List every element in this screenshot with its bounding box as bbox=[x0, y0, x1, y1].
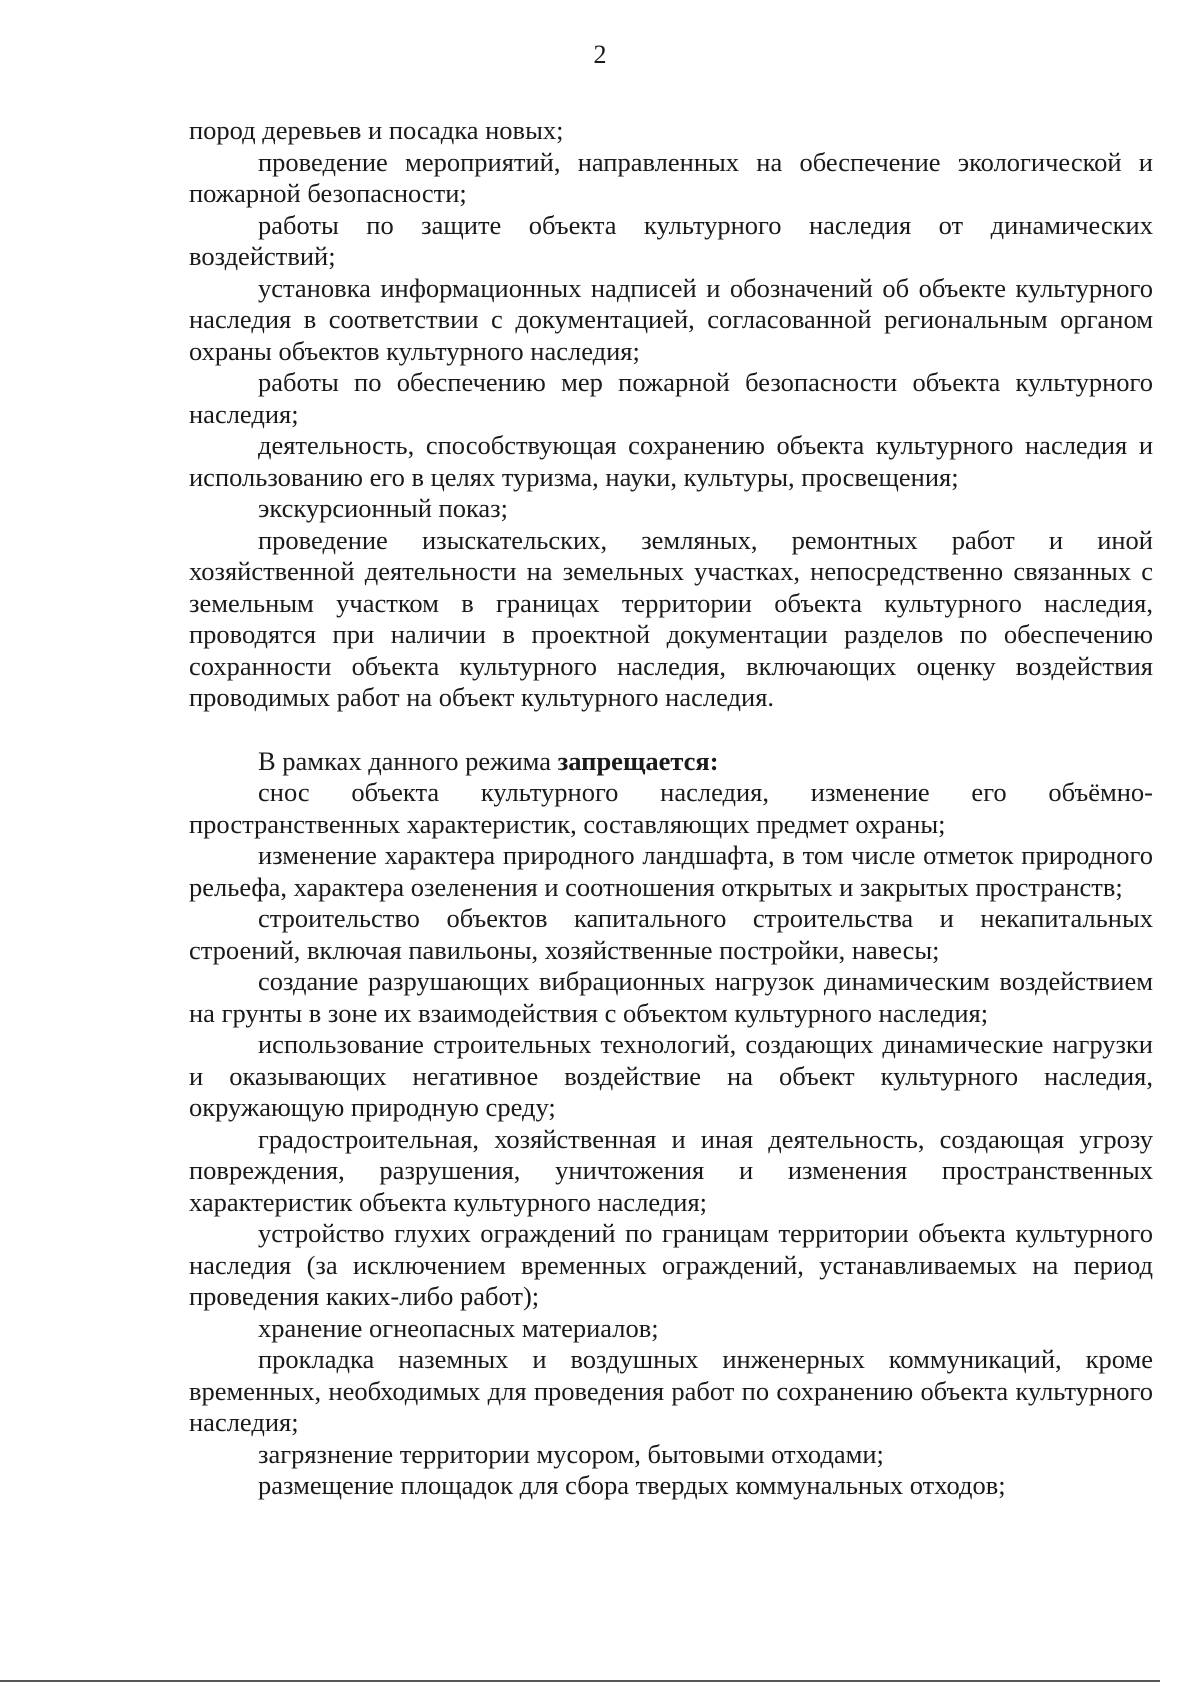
prohibited-heading-bold: запрещается: bbox=[557, 745, 719, 776]
prohibited-item: строительство объектов капитального строительства и некапитальных строений, включая павильоны, хозяйственные постройки, навесы; bbox=[189, 903, 1153, 965]
permitted-item-continuation: пород деревьев и посадка новых; bbox=[189, 115, 564, 145]
document-body bbox=[189, 115, 1153, 1502]
page-number: 2 bbox=[593, 40, 607, 69]
permitted-item: проведение изыскательских, земляных, ремонтных работ и иной хозяйственной деятельности на земельных участках, непосредственно связанных с земельным участком в границах территории объекта культурного наследия, проводятся при наличии в проектной документации разделов по обеспечению сохранности объекта культурного наследия, включающих оценку воздействия проводимых работ на объект культурного наследия. bbox=[189, 524, 1153, 712]
permitted-item: проведение мероприятий, направленных на обеспечение экологической и пожарной безопасности; bbox=[189, 146, 1153, 208]
prohibited-item: снос объекта культурного наследия, изменение его объёмно-пространственных характеристик, составляющих предмет охраны; bbox=[189, 777, 1153, 839]
prohibited-item: загрязнение территории мусором, бытовыми отходами; bbox=[258, 1438, 884, 1469]
prohibited-heading bbox=[189, 746, 1153, 778]
permitted-item: экскурсионный показ; bbox=[258, 493, 509, 523]
prohibited-item: градостроительная, хозяйственная и иная деятельность, создающая угрозу повреждения, разрушения, уничтожения и изменения пространственных характеристик объекта культурного наследия; bbox=[189, 1123, 1153, 1217]
prohibited-item: устройство глухих ограждений по границам территории объекта культурного наследия (за исключением временных ограждений, устанавливаемых на период проведения каких-либо работ); bbox=[189, 1218, 1153, 1311]
permitted-item: работы по обеспечению мер пожарной безопасности объекта культурного наследия; bbox=[189, 367, 1153, 429]
prohibited-item: хранение огнеопасных материалов; bbox=[258, 1312, 659, 1343]
prohibited-heading-prefix: В рамках данного режима bbox=[258, 745, 558, 776]
prohibited-item: создание разрушающих вибрационных нагрузок динамическим воздействием на грунты в зоне их взаимодействия с объектом культурного наследия; bbox=[189, 966, 1153, 1028]
prohibited-item: изменение характера природного ландшафта, в том числе отметок природного рельефа, характера озеленения и соотношения открытых и закрытых пространств; bbox=[189, 840, 1153, 902]
permitted-item: работы по защите объекта культурного наследия от динамических воздействий; bbox=[189, 209, 1153, 271]
prohibited-item: использование строительных технологий, создающих динамические нагрузки и оказывающих негативное воздействие на объект культурного наследия, окружающую природную среду; bbox=[189, 1029, 1153, 1122]
permitted-item: установка информационных надписей и обозначений об объекте культурного наследия в соответствии с документацией, согласованной региональным органом охраны объектов культурного наследия; bbox=[189, 272, 1153, 366]
page-bottom-rule bbox=[0, 1680, 1160, 1682]
prohibited-item: прокладка наземных и воздушных инженерных коммуникаций, кроме временных, необходимых для проведения работ по сохранению объекта культурного наследия; bbox=[189, 1344, 1153, 1437]
permitted-item: деятельность, способствующая сохранению объекта культурного наследия и использованию его в целях туризма, науки, культуры, просвещения; bbox=[189, 430, 1153, 492]
prohibited-item: размещение площадок для сбора твердых коммунальных отходов; bbox=[258, 1470, 1006, 1500]
section-spacer bbox=[189, 714, 1153, 746]
